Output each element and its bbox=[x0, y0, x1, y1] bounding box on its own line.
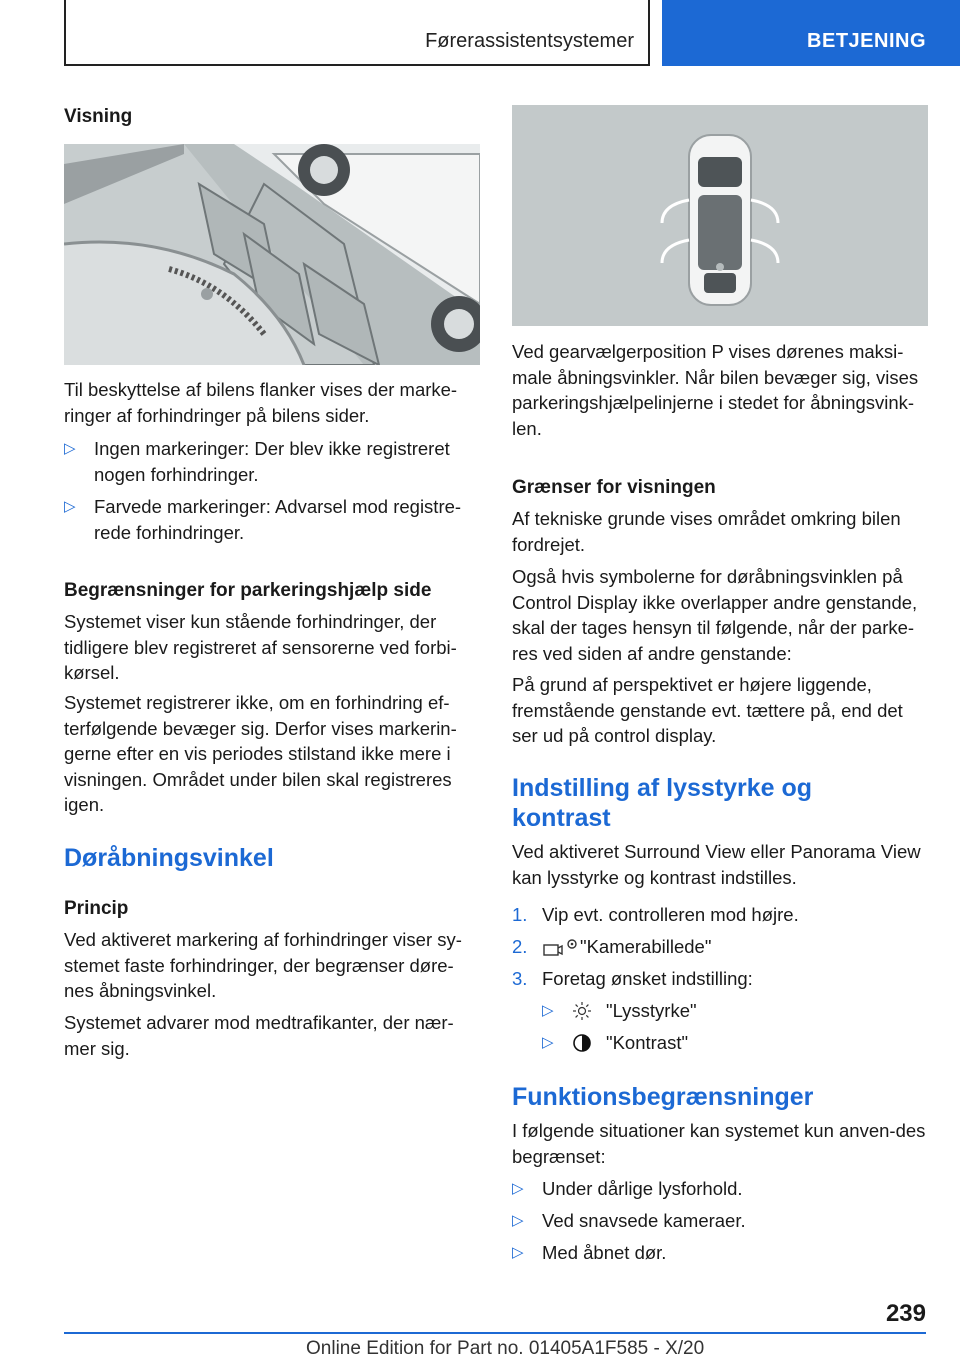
sub-step-contrast: ▷ "Kontrast" bbox=[542, 1030, 928, 1056]
princip-paragraph-2: Systemet advarer mod medtrafikanter, der nær-mer sig. bbox=[64, 1012, 454, 1059]
function-limits-heading: Funktionsbegrænsninger bbox=[512, 1083, 814, 1111]
door-angle-illustration bbox=[512, 105, 928, 326]
visning-bullet-2: ▷ Farvede markeringer: Advarsel mod registre-rede forhindringer. bbox=[64, 496, 462, 543]
camera-settings-icon bbox=[542, 937, 580, 957]
function-bullet-1: ▷ Under dårlige lysforhold. bbox=[512, 1176, 928, 1202]
triangle-bullet-icon: ▷ bbox=[512, 1244, 524, 1261]
triangle-bullet-icon: ▷ bbox=[64, 440, 76, 457]
door-angle-caption: Ved gearvælgerposition P vises dørenes maksi-male åbningsvinkler. Når bilen bevæger sig, vises parkeringshjælpelinjerne i stedet for åbningsvink-len. bbox=[512, 341, 919, 439]
door-angle-image bbox=[512, 105, 928, 326]
triangle-bullet-icon: ▷ bbox=[512, 1180, 524, 1197]
limits-paragraph-1: Systemet viser kun stående forhindringer, der tidligere blev registreret af sensorerne ved forbi-kørsel. bbox=[64, 611, 457, 683]
limits-paragraph-2: Systemet registrerer ikke, om en forhindring ef-terfølgende bevæger sig. Derfor vises markerin-gerne efter en vis periodes stilstand ikke mere i visningen. Området under bilen skal registreres igen. bbox=[64, 692, 457, 815]
brightness-heading-line-2: kontrast bbox=[512, 804, 611, 832]
header-section-title: Førerassistentsystemer bbox=[425, 30, 634, 52]
contrast-icon bbox=[572, 1033, 592, 1053]
view-limits-paragraph-2: Også hvis symbolerne for døråbningsvinklen på Control Display ikke overlapper andre genstande, skal der tages hensyn til følgende, når der parke-res ved siden af andre genstande: bbox=[512, 566, 918, 664]
princip-paragraph-1: Ved aktiveret markering af forhindringer viser sy-stemet faste forhindringer, der begrænser døre-nes åbningsvinkel. bbox=[64, 929, 462, 1001]
triangle-bullet-icon: ▷ bbox=[64, 498, 76, 515]
brightness-icon bbox=[572, 1001, 592, 1021]
sub-step-brightness: ▷ "Lysstyrke" bbox=[542, 998, 928, 1024]
view-limits-heading: Grænser for visningen bbox=[512, 477, 716, 498]
brightness-intro: Ved aktiveret Surround View eller Panorama View kan lysstyrke og kontrast indstilles. bbox=[512, 841, 921, 888]
page-number: 239 bbox=[885, 1300, 926, 1327]
parking-side-image bbox=[64, 144, 480, 365]
step-3: 3. Foretag ønsket indstilling: bbox=[512, 968, 753, 989]
brightness-heading-line-1: Indstilling af lysstyrke og bbox=[512, 774, 813, 802]
step-1: 1. Vip evt. controlleren mod højre. bbox=[512, 904, 799, 925]
visning-heading: Visning bbox=[64, 106, 133, 127]
parking-side-illustration bbox=[64, 144, 480, 365]
function-bullet-3: ▷ Med åbnet dør. bbox=[512, 1240, 928, 1266]
header-chapter-tab[interactable] bbox=[662, 0, 960, 66]
function-limits-intro: I følgende situationer kan systemet kun anven-des begrænset: bbox=[512, 1120, 926, 1167]
function-bullet-2: ▷ Ved snavsede kameraer. bbox=[512, 1208, 928, 1234]
triangle-bullet-icon: ▷ bbox=[512, 1212, 524, 1229]
triangle-bullet-icon: ▷ bbox=[542, 1034, 554, 1051]
visning-description: Til beskyttelse af bilens flanker vises der marke-ringer af forhindringer på bilens sider. bbox=[64, 379, 458, 426]
view-limits-paragraph-1: Af tekniske grunde vises området omkring bilen fordrejet. bbox=[512, 508, 901, 555]
door-angle-heading: Døråbningsvinkel bbox=[64, 844, 274, 872]
footer-edition-text: Online Edition for Part no. 01405A1F585 - X/20 bbox=[306, 1338, 705, 1359]
visning-bullet-1: ▷ Ingen markeringer: Der blev ikke registreret nogen forhindringer. bbox=[64, 438, 450, 485]
princip-heading: Princip bbox=[64, 898, 129, 919]
view-limits-paragraph-3: På grund af perspektivet er højere liggende, fremstående genstande evt. tættere på, end det ser ud på control display. bbox=[512, 674, 903, 746]
header-section-box bbox=[64, 0, 650, 66]
triangle-bullet-icon: ▷ bbox=[542, 1002, 554, 1019]
limits-heading: Begrænsninger for parkeringshjælp side bbox=[64, 580, 432, 601]
header-chapter-title: BETJENING bbox=[807, 30, 926, 52]
step-2: 2. "Kamerabillede" bbox=[512, 936, 712, 957]
footer-divider bbox=[64, 1332, 926, 1334]
